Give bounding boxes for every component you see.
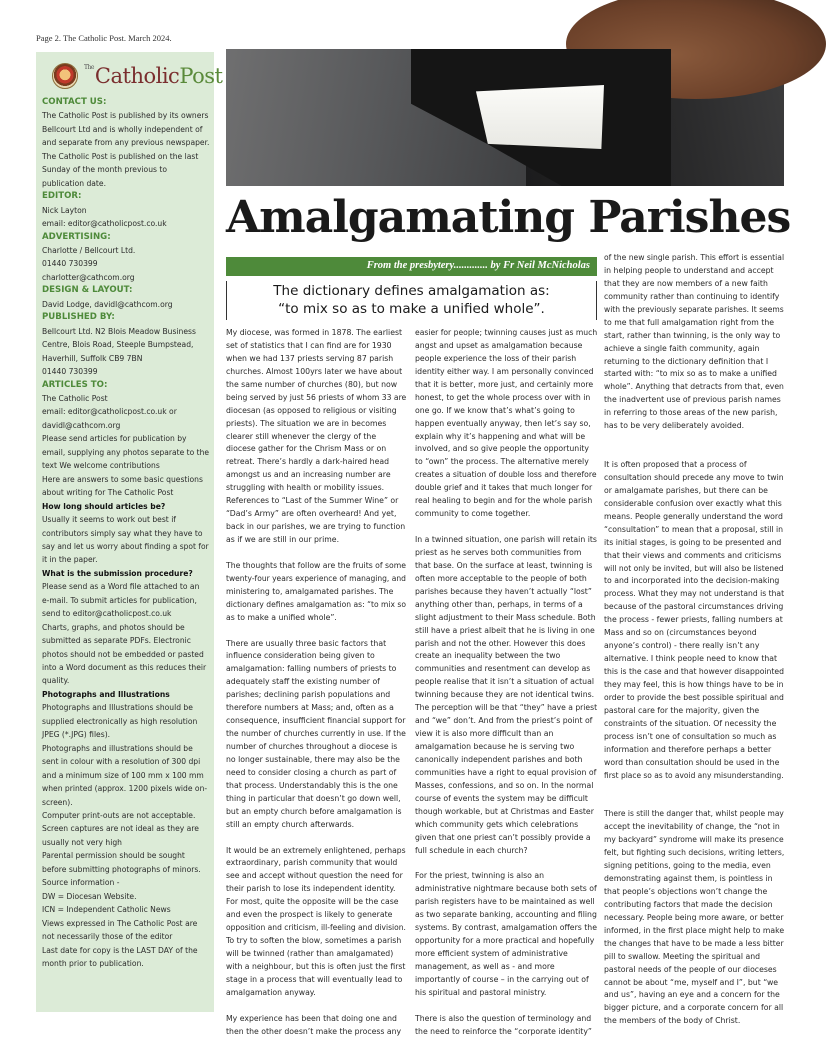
sidebar-text-line: email: editor@catholicpost.co.uk (42, 219, 167, 229)
article-column-3 (604, 252, 785, 1026)
article-text-line: amalgamation because he is serving two (415, 742, 575, 751)
article-text-line: create an inequality between the two (415, 651, 561, 661)
article-text-line: the need to reinforce the “corporate identity” (415, 1026, 592, 1036)
sidebar-text-line: Bellcourt Ltd and is wholly independent of (42, 124, 203, 134)
article-text-line: stage in a process that will eventually lead to (226, 974, 403, 984)
article-text-line: There are usually three basic factors that (226, 638, 387, 648)
article-text-line: to me that full amalgamation right from the (604, 317, 775, 327)
article-text-line: real healing to begin and for the whole parish (415, 496, 593, 506)
article-text-line: easier for people; twinning causes just as much (415, 328, 598, 337)
article-text-line: start, rather than twinning, is the only way to (604, 330, 781, 340)
article-text-line: constraints of the situation. Of necessity the (604, 718, 777, 728)
article-text-line: whole”. Anything that detracts from that, even (604, 382, 784, 392)
paragraph-break (226, 547, 406, 560)
article-text-line: double grief and it takes that much longer for (415, 483, 593, 493)
article-text-line: accept the inevitability of change, the “not in (604, 822, 780, 832)
sidebar-text-line: Sunday of the month previous to (42, 165, 168, 175)
article-text-line: parishes; declining parish populations and (226, 690, 391, 700)
article-text-line: considerable confusion over exactly what this (604, 498, 782, 508)
sidebar-text-line: Please send articles for publication by (42, 434, 187, 444)
article-text-line: parish registers have to be maintained as well (415, 897, 595, 907)
article-text-line: his spiritual and pastoral ministry. (415, 987, 547, 997)
sidebar-text-line: and separate from any previous newspaper. (42, 138, 210, 148)
article-text-line: demonstrating against them, is pointless in (604, 874, 773, 883)
article-text-line: priest as he serves both communities from (415, 547, 582, 557)
sidebar-text-line: Bellcourt Ltd. N2 Blois Meadow Business (42, 326, 196, 336)
article-title: Amalgamating Parishes (226, 192, 791, 243)
sidebar-text-line: Charlotte / Bellcourt Ltd. (42, 245, 136, 255)
article-text-line: more efficient system of administrative (415, 949, 568, 958)
article-text-line: It is often proposed that a process of (604, 460, 747, 469)
article-text-line: opportunity for a more practical and hopefully (415, 936, 595, 946)
sidebar-text-line: Here are answers to some basic questions (42, 474, 203, 484)
article-text-line: signing petitions, going to the media, even (604, 861, 771, 871)
paragraph-break (604, 782, 784, 795)
pull-quote-line: “to mix so as to make a unified whole”. (278, 301, 545, 317)
article-text-line: In a twinned situation, one parish will retain its (415, 535, 597, 544)
sidebar-text-line: Photographs and Illustrations (42, 689, 170, 699)
article-text-line: twenty-four years experience of managing, and (226, 573, 406, 583)
article-text-line: adequately staff the existing number of (226, 677, 380, 687)
sidebar-text-line: when printed (approx. 1200 pixels wide on- (42, 784, 208, 794)
sidebar-text-line: submitted as separate PDFs. Electronic (42, 636, 191, 646)
sidebar-text-line: about writing for The Catholic Post (42, 488, 174, 498)
article-text-line: because of the pastoral circumstances driving (604, 602, 784, 612)
paragraph-break (226, 1000, 406, 1013)
article-text-line: as if we are still in our prime. (226, 535, 340, 544)
article-byline: From the presbytery............. by Fr Neil McNicholas (226, 257, 597, 276)
paragraph-break (226, 625, 406, 638)
article-text-line: My experience has been that doing one and (226, 1013, 397, 1023)
sidebar-text-line: e-mail. To submit articles for publication, (42, 595, 197, 605)
sidebar-text-line: ICN = Independent Catholic News (42, 905, 171, 915)
article-text-line: my backyard” syndrome will make its presence (604, 835, 784, 845)
article-text-line: or amalgamate parishes, but there can be (604, 485, 768, 495)
article-text-line: diocese gather for the Chrism Mass or on (226, 444, 387, 454)
article-text-line: ministering to, amalgamated parishes. The (226, 586, 394, 596)
article-text-line: diocesan (as opposed to religious or visiting (226, 405, 397, 415)
contact-sidebar (36, 52, 223, 1012)
article-text-line: consultation should precede any move to twin (604, 472, 784, 482)
article-text-line: opposition and criticism, ill-feeling and division. (226, 923, 406, 933)
sidebar-text-line: The Catholic Post is published on the last (42, 151, 199, 161)
article-text-line: no longer sustainable, there may also be the (226, 754, 400, 764)
article-text-line: therefore numbers at Mass; and, often as a (226, 703, 394, 713)
article-text-line: they may feel, this is how things have to be in (604, 679, 784, 689)
paragraph-break (226, 832, 406, 845)
article-text-line: process. What they may not understand is that (604, 589, 785, 599)
article-text-line: amalgamation: falling numbers of priests to (226, 664, 397, 674)
article-text-line: pastoral care for the majority, given the (604, 705, 760, 715)
article-text-line: that people’s objections won’t change the (604, 886, 768, 896)
article-text-line: community rather than continuing to identify (604, 291, 780, 301)
article-text-line: slight adjustment to their Mass schedule. Both (415, 612, 596, 622)
article-text-line: one go. If we know that’s what’s going to (415, 405, 575, 415)
article-text-line: has to be very deliberately avoided. (604, 421, 745, 431)
article-text-line: as two separate banking, accounting and filing (415, 910, 597, 920)
article-text-line: amongst us and an increasing number are (226, 470, 391, 480)
article-text-line: that base. On the surface at least, twinning is (415, 560, 593, 570)
article-text-line: when we had 137 priests serving 87 parish (226, 353, 394, 363)
article-text-line: the changes that have to be made a less bitter (604, 938, 784, 948)
sidebar-text-line: supplied electronically as high resolution (42, 716, 198, 726)
article-text-line: that it is better, more just, and certainly more (415, 379, 594, 389)
article-text-line: My diocese, was formed in 1878. The earliest (226, 328, 403, 337)
article-text-line: It would be an extremely enlightened, perhaps (226, 845, 406, 855)
diocese-seal-icon (52, 63, 78, 89)
article-text-line: community to come together. (415, 509, 531, 519)
sidebar-text-line: and a minimum size of 100 mm x 100 mm (42, 770, 204, 780)
article-text-line: pill to swallow. Meeting the spiritual and (604, 951, 761, 961)
sidebar-text-line: usually not very high (42, 837, 122, 847)
article-text-line: There is still the danger that, whilst people may (604, 809, 784, 819)
sidebar-text-line: DW = Diocesan Website. (42, 891, 137, 901)
catholic-post-logo (42, 56, 223, 96)
sidebar-text-line: 01440 730399 (42, 367, 98, 377)
article-text-line: which community gets which celebrations (415, 819, 579, 829)
sidebar-text-line: Photographs and illustrations should be (42, 743, 193, 753)
paragraph-break (604, 446, 784, 459)
article-text-line: honest, to get the whole process over with in (415, 392, 591, 402)
article-text-line: often more acceptable to the people of both (415, 573, 587, 583)
article-text-line: word than consultation should be used in the (604, 757, 780, 767)
article-text-line: creates a situation of double loss and therefore (415, 470, 597, 480)
paragraph-break (415, 1000, 597, 1013)
sidebar-text-line: Screen captures are not ideal as they are (42, 824, 199, 834)
sidebar-text-line: send to editor@catholicpost.co.uk (42, 609, 172, 619)
article-text-line: parish and not the other. However this does (415, 638, 586, 648)
sidebar-text-line: David Lodge, davidl@cathcom.org (42, 299, 173, 309)
article-text-line: order to provide the best possible spiritual and (604, 692, 784, 702)
article-text-line: course of events the system may be difficult (415, 793, 588, 803)
sidebar-text-line: How long should articles be? (42, 501, 166, 511)
article-text-line: The thoughts that follow are the fruits of some (226, 560, 407, 570)
article-text-line: priests). The situation we are in becomes (226, 418, 387, 428)
article-text-line: the number of churches currently in use. If the (226, 729, 406, 739)
article-text-line: necessary. People being more aware, or better (604, 912, 784, 922)
sidebar-text-line: say and let us worry about finding a spot for (42, 541, 209, 551)
article-text-line: identity either way. I am personally convinced (415, 366, 594, 376)
sidebar-text-line: Usually it seems to work out best if (42, 515, 176, 525)
sidebar-text-line: 01440 730399 (42, 259, 98, 269)
article-text-line: amalgamation anyway. (226, 987, 316, 997)
article-text-line: the members of the body of Christ. (604, 1016, 741, 1026)
article-text-line: anything other than, perhaps, in terms of a (415, 599, 583, 609)
sidebar-text-line: Please send as a Word file attached to an (42, 582, 200, 592)
article-text-line: thing in particular that doesn’t go down well, (226, 793, 401, 803)
article-text-line: For most, quite the opposite will be the case (226, 897, 399, 907)
article-text-line: that their views and comments and criticisms (604, 550, 782, 560)
article-text-line: happen eventually anyway, then let’s say so, (415, 418, 591, 428)
article-text-line: contributing factors that made the decision (604, 899, 773, 909)
article-text-line: in referring to those areas of the new parish, (604, 408, 778, 418)
article-text-line: struggling with health or mobility issues. (226, 483, 385, 493)
article-text-line: Masses, confessions, and so on. In the normal (415, 780, 594, 790)
sidebar-heading: PUBLISHED BY: (42, 312, 115, 323)
article-text-line: anyone’s control) - there really isn’t any (604, 641, 760, 651)
article-text-line: of the new single parish. This effort is essential (604, 253, 785, 262)
sidebar-text-line: What is the submission procedure? (42, 568, 193, 578)
article-text-line: means. People generally understand the word (604, 511, 783, 521)
page-header: Page 2. The Catholic Post. March 2024. (36, 33, 172, 43)
sidebar-text-line: it in the paper. (42, 555, 98, 565)
article-text-line: process isn’t one of consultation so much as (604, 731, 777, 741)
sidebar-text-line: The Catholic Post is published by its owners (42, 111, 209, 121)
pull-quote-line: The dictionary defines amalgamation as: (273, 283, 550, 299)
paragraph-break (415, 857, 597, 870)
logo-wordmark: $^{The}$CatholicPost (84, 64, 223, 88)
article-column-2 (415, 327, 598, 1036)
sidebar-heading: ADVERTISING: (42, 231, 111, 242)
sidebar-heading: ARTICLES TO: (42, 379, 108, 390)
sidebar-text-line: text We welcome contributions (42, 461, 160, 471)
article-text-line: to and incorporated into the decision-making (604, 576, 780, 586)
article-text-line: view it is also more difficult than an (415, 729, 554, 739)
hero-image-clerical-collar (226, 49, 784, 186)
article-text-line: pastoral needs of the people of our dioceses (604, 964, 777, 974)
article-text-line: started with: “to mix so as to make a unified (604, 369, 777, 379)
article-text-line: consequence, insufficient financial support for (226, 716, 406, 726)
article-text-line: in helping people to understand and accept (604, 265, 774, 275)
article-text-line: influence consideration being given to (226, 651, 375, 661)
article-text-line: retreat. There’s hardly a dark-haired head (226, 457, 389, 467)
article-text-line: the process - fewer priests, falling numbers at (604, 615, 783, 625)
article-text-line: extraordinary, parish community that would (226, 858, 398, 868)
sidebar-text-line: Centre, Blois Road, Steeple Bumpstead, (42, 340, 194, 350)
article-column-1 (226, 327, 407, 1036)
article-text-line: clearer still whenever the clergy of the (226, 431, 377, 441)
article-text-line: churches. Almost 100yrs later we have about (226, 366, 403, 376)
article-text-line: though workable, but at Christmas and Easter (415, 806, 594, 816)
sidebar-text-line: davidl@cathcom.org (42, 420, 121, 430)
sidebar-heading: CONTACT US: (42, 97, 107, 107)
article-text-line: management, as well as - and more (415, 961, 555, 971)
article-text-line: given that one priest can’t possibly provide a (415, 832, 591, 842)
article-text-line: “Dad’s Army” are often overheard! And yet, (226, 509, 397, 519)
sidebar-text-line: Haverhill, Suffolk CB9 7BN (42, 353, 143, 363)
sidebar-text-line: Photographs and Illustrations should be (42, 703, 193, 713)
article-text-line: twinning because they are not identical twins. (415, 690, 595, 700)
article-text-line: first place so as to avoid any misunderstanding. (604, 770, 784, 780)
article-text-line: still have a priest albeit that he is living in one (415, 625, 595, 635)
sidebar-text-line: Nick Layton (42, 205, 87, 215)
article-text-line: bigger picture, and a corporate concern for all (604, 1003, 784, 1013)
article-text-line: administrative nightmare because both sets of (415, 884, 597, 894)
article-text-line: then the other doesn’t make the process any (226, 1026, 402, 1036)
sidebar-text-line: email, supplying any photos separate to the (42, 447, 210, 457)
article-text-line: parishes because they haven’t actually “lost” (415, 586, 592, 596)
article-text-line: felt, but fighting such decisions, writing letters, (604, 848, 785, 858)
article-text-line: involved, and so give people the opportunity (415, 444, 589, 454)
article-text-line: systems. By contrast, amalgamation offers the (415, 923, 597, 933)
article-text-line: angst and upset as amalgamation because (415, 340, 583, 350)
sidebar-text-line: Charts, graphs, and photos should be (42, 622, 185, 632)
sidebar-text-line: quality. (42, 676, 70, 686)
article-text-line: References to “Last of the Summer Wine” or (226, 496, 399, 506)
article-text-line: its initial stages, is going to be presented and (604, 537, 782, 547)
article-text-line: “consultation” to mean that a proposal, still in (604, 524, 784, 534)
article-text-line: returning to the dictionary definition that I (604, 356, 769, 366)
article-text-line: To try to soften the blow, sometimes a parish (226, 936, 402, 946)
article-text-line: dictionary defines amalgamation as: “to mix so (226, 599, 406, 609)
sidebar-contact-info (42, 96, 209, 970)
article-text-line: and even the prospect is likely to generate (226, 910, 393, 920)
article-text-line: that process. Understandably this is the one (226, 780, 398, 790)
sidebar-text-line: Source information - (42, 878, 120, 888)
article-text-line: The perception will be that “they” have a priest (415, 703, 598, 713)
sidebar-text-line: into a Word document as this reduces their (42, 663, 207, 673)
article-text-line: need to consider closing a church as part of (226, 767, 397, 777)
pull-quote (226, 281, 597, 320)
article-text-line: information and therefore perhaps a better (604, 744, 772, 754)
article-text-line: still an empty church afterwards. (226, 819, 355, 829)
article-text-line: will not only be invited, but will also be listened (604, 563, 784, 573)
article-text-line: For the priest, twinning is also an (415, 871, 545, 881)
article-text-line: communities have a right to equal provision of (415, 767, 597, 777)
sidebar-text-line: charlotter@cathcom.org (42, 272, 135, 282)
paragraph-break (604, 795, 784, 808)
article-text-line: set of statistics that I can find are for 1930 (226, 340, 392, 350)
article-text-line: to “own” the process. The alternative merely (415, 457, 589, 467)
sidebar-text-line: JPEG (*.JPG) files). (42, 730, 111, 740)
sidebar-text-line: before submitting photographs of minors. (42, 864, 201, 874)
sidebar-text-line: not necessarily those of the editor (42, 932, 173, 942)
article-text-line: people realise that it isn’t a situation of actual (415, 677, 594, 687)
article-text-line: but an empty church before amalgamation is (226, 806, 402, 816)
article-text-line: Mass and so on (circumstances beyond (604, 628, 757, 638)
article-text-line: see and accept without question the need for (226, 871, 403, 881)
sidebar-text-line: Views expressed in The Catholic Post are (42, 918, 198, 928)
article-text-line: back in our parishes, we are trying to function (226, 522, 406, 532)
article-text-line: and “we” don’t. And from the priest’s point of (415, 716, 593, 726)
article-text-line: canonically independent parishes and both (415, 754, 583, 764)
article-text-line: with a neighbour, but this is often just the first (226, 961, 406, 971)
article-text-line: the same number of churches (80), but now (226, 379, 398, 389)
article-text-line: alternative. I think people need to know that (604, 654, 778, 664)
sidebar-heading: EDITOR: (42, 191, 82, 202)
sidebar-text-line: Parental permission should be sought (42, 851, 185, 861)
article-text-line: the inadvertent use of previous parish names (604, 395, 781, 405)
sidebar-text-line: screen). (42, 797, 73, 807)
sidebar-text-line: email: editor@catholicpost.co.uk or (42, 407, 177, 417)
sidebar-text-line: Computer print-outs are not acceptable. (42, 811, 196, 821)
sidebar-heading: DESIGN & LAYOUT: (42, 285, 133, 296)
article-text-line: will be twinned (rather than amalgamated) (226, 949, 394, 958)
sidebar-text-line: publication date. (42, 178, 106, 188)
article-text-line: explain why it’s happening and what will be (415, 431, 586, 441)
article-text-line: that they are now members of a new faith (604, 278, 768, 288)
article-text-line: cannot be about “me, myself and I”, but “we (604, 977, 779, 987)
article-text-line: this is the case and that however disappointed (604, 667, 784, 676)
article-text-line: number of churches throughout a diocese is (226, 742, 398, 751)
article-text-line: as to make a unified whole”. (226, 612, 337, 622)
article-text-line: being served by just 56 priests of whom 33 are (226, 392, 407, 402)
sidebar-text-line: Last date for copy is the LAST DAY of the (42, 945, 198, 955)
sidebar-text-line: month prior to publication. (42, 959, 144, 968)
sidebar-text-line: The Catholic Post (42, 393, 108, 403)
sidebar-text-line: contributors simply say what they have to (42, 528, 203, 538)
article-text-line: their parish to lose its independent identity. (226, 884, 396, 894)
article-text-line: achieve a single faith community, again (604, 343, 760, 353)
sidebar-text-line: photos should not be embedded or pasted (42, 649, 204, 659)
paragraph-break (604, 433, 784, 446)
article-text-line: with the previously separate parishes. It seems (604, 304, 784, 314)
article-text-line: There is also the question of terminology and (415, 1013, 592, 1023)
article-text-line: full schedule in each church? (415, 845, 528, 855)
paragraph-break (415, 521, 597, 534)
sidebar-text-line: sent in colour with a resolution of 300 dpi (42, 757, 201, 767)
article-text-line: and us”, having an eye and a concern for the (604, 990, 780, 1000)
article-text-line: importantly of course – in the carrying out of (415, 974, 589, 984)
article-text-line: communities and resentment can develop as (415, 664, 591, 674)
article-text-line: informed, in the first place might help to make (604, 925, 785, 935)
article-text-line: people experience the loss of their parish (415, 353, 577, 363)
